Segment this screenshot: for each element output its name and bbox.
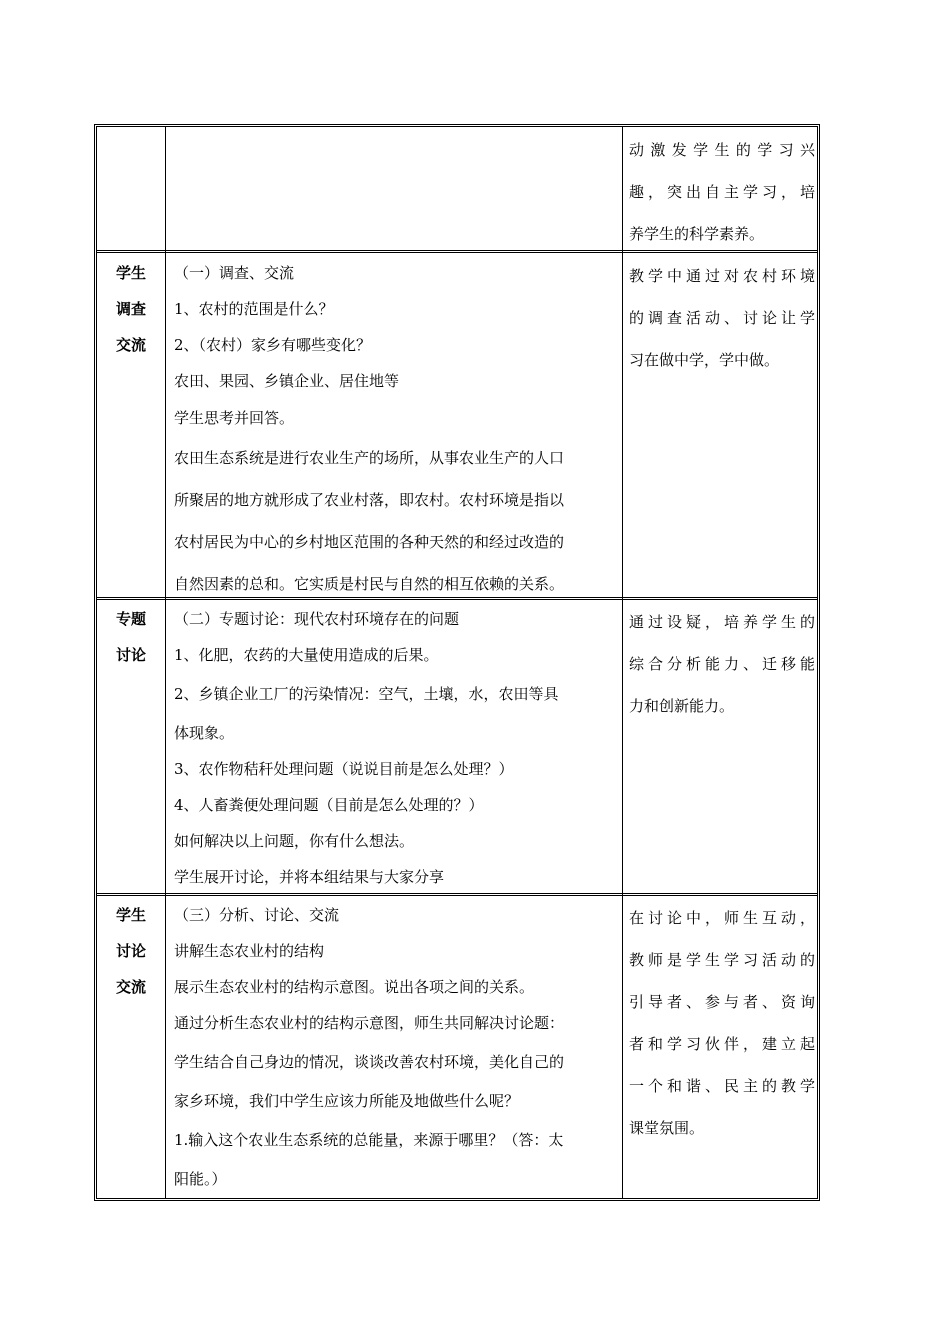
text-line: 1、农村的范围是什么？ [174, 300, 334, 318]
text-line: 者和学习伙伴，建立起 [629, 1035, 815, 1053]
text-line: 2、（农村）家乡有哪些变化？ [174, 336, 372, 354]
note-cell-row-2 [629, 601, 815, 727]
text-line: 一个和谐、民主的教学 [629, 1077, 815, 1095]
text-line: 讨论 [115, 942, 146, 960]
text-line: 所聚居的地方就形成了农业村落，即农村。农村环境是指以 [174, 491, 565, 509]
text-line: 养学生的科学素养。 [629, 225, 765, 243]
text-line: 综合分析能力、迁移能 [629, 655, 815, 673]
text-line: 如何解决以上问题，你有什么想法。 [174, 832, 415, 850]
content-cell-row-1 [174, 255, 616, 605]
text-line: 课堂氛围。 [629, 1119, 705, 1137]
column-divider-1 [165, 127, 166, 1198]
text-line: 4、人畜粪便处理问题（目前是怎么处理的？） [174, 796, 484, 814]
text-line: 动激发学生的学习兴 [629, 141, 815, 159]
text-line: 农田生态系统是进行农业生产的场所，从事农业生产的人口 [174, 449, 565, 467]
text-line: 1.输入这个农业生态系统的总能量，来源于哪里？（答：太 [174, 1131, 564, 1149]
text-line: 力和创新能力。 [629, 697, 735, 715]
content-cell-row-3 [174, 897, 616, 1197]
text-line: 3、农作物秸秆处理问题（说说目前是怎么处理？） [174, 760, 514, 778]
text-line: （一）调查、交流 [174, 264, 295, 282]
text-line: （三）分析、讨论、交流 [174, 906, 340, 924]
text-line: 专题 [115, 610, 146, 628]
content-cell-row-2 [174, 601, 616, 895]
label-cell-row-3 [97, 897, 165, 1005]
text-line: 学生结合自己身边的情况，谈谈改善农村环境，美化自己的 [174, 1053, 565, 1071]
note-cell-row-1 [629, 255, 815, 381]
label-cell-row-2 [97, 601, 165, 673]
text-line: 教学中通过对农村环境 [629, 267, 815, 285]
text-line: 通过分析生态农业村的结构示意图，师生共同解决讨论题： [174, 1014, 565, 1032]
text-line: 学生思考并回答。 [174, 409, 295, 427]
note-cell-row-3 [629, 897, 815, 1149]
note-cell-row-0 [629, 129, 815, 255]
text-line: 通过设疑，培养学生的 [629, 613, 815, 631]
text-line: 交流 [115, 336, 146, 354]
text-line: 学生 [115, 906, 146, 924]
text-line: 教师是学生学习活动的 [629, 951, 815, 969]
text-line: 学生 [115, 264, 146, 282]
text-line: 1、化肥，农药的大量使用造成的后果。 [174, 646, 439, 664]
text-line: 在讨论中，师生互动， [629, 909, 815, 927]
text-line: 体现象。 [174, 724, 235, 742]
text-line: 交流 [115, 978, 146, 996]
text-line: 展示生态农业村的结构示意图。说出各项之间的关系。 [174, 978, 535, 996]
lesson-plan-table [94, 124, 820, 1201]
text-line: 自然因素的总和。它实质是村民与自然的相互依赖的关系。 [174, 575, 565, 593]
text-line: 家乡环境，我们中学生应该力所能及地做些什么呢？ [174, 1092, 520, 1110]
text-line: 农村居民为中心的乡村地区范围的各种天然的和经过改造的 [174, 533, 565, 551]
text-line: （二）专题讨论：现代农村环境存在的问题 [174, 610, 460, 628]
text-line: 讨论 [115, 646, 146, 664]
text-line: 的调查活动、讨论让学 [629, 309, 815, 327]
text-line: 阳能。） [174, 1170, 227, 1188]
column-divider-2 [622, 127, 623, 1198]
text-line: 引导者、参与者、资询 [629, 993, 815, 1011]
text-line: 讲解生态农业村的结构 [174, 942, 325, 960]
text-line: 调查 [115, 300, 146, 318]
label-cell-row-1 [97, 255, 165, 363]
text-line: 学生展开讨论，并将本组结果与大家分享 [174, 868, 445, 886]
text-line: 习在做中学，学中做。 [629, 351, 780, 369]
text-line: 2、乡镇企业工厂的污染情况：空气，土壤，水，农田等具 [174, 685, 559, 703]
text-line: 农田、果园、乡镇企业、居住地等 [174, 372, 400, 390]
text-line: 趣，突出自主学习，培 [629, 183, 815, 201]
